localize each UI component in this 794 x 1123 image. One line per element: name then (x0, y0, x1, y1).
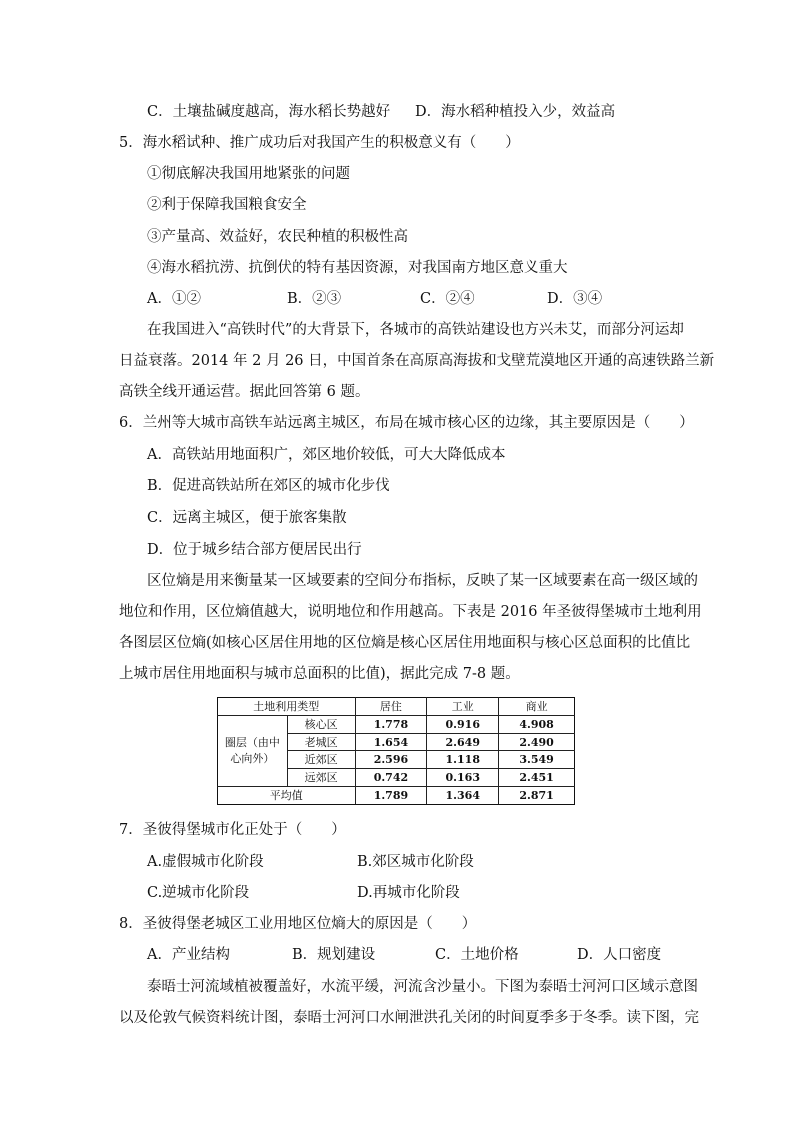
table-col-header: 工业 (427, 698, 499, 716)
q4-option-d: D．海水稻种植投入少，效益高 (415, 104, 616, 120)
table-cell: 1.654 (355, 733, 427, 751)
table-group-label-line1: 圈层（由中 (224, 735, 280, 749)
passage1-line-1: 在我国进入“高铁时代”的大背景下，各城市的高铁站建设也方兴未艾，而部分河运却 (147, 322, 684, 338)
q5-option-c: C．②④ (420, 291, 475, 307)
q6-option-d: D．位于城乡结合部方便居民出行 (147, 542, 362, 558)
q5-option-a: A．①② (147, 291, 201, 307)
table-avg-label: 平均值 (218, 787, 356, 805)
q7-stem: 7．圣彼得堡城市化正处于（ ） (119, 822, 346, 838)
q8-option-d: D．人口密度 (577, 947, 662, 963)
passage2-line-4: 上城市居住用地面积与城市总面积的比值)，据此完成 7-8 题。 (119, 666, 520, 682)
q6-option-c: C．远离主城区，便于旅客集散 (147, 510, 347, 526)
q7-option-b: B.郊区城市化阶段 (357, 854, 474, 870)
table-cell: 2.596 (355, 751, 427, 769)
table-row-name: 远郊区 (287, 769, 355, 787)
q7-option-c: C.逆城市化阶段 (147, 885, 250, 901)
passage2-line-1: 区位熵是用来衡量某一区域要素的空间分布指标，反映了某一区域要素在高一级区域的 (147, 573, 698, 589)
q8-stem: 8．圣彼得堡老城区工业用地区位熵大的原因是（ ） (119, 916, 477, 932)
table-group-label (218, 715, 288, 786)
passage2-line-3: 各图层区位熵(如核心区居住用地的区位熵是核心区居住用地面积与核心区总面积的比值比 (119, 635, 691, 651)
table-cell: 3.549 (499, 751, 575, 769)
q6-option-b: B．促进高铁站所在郊区的城市化步伐 (147, 478, 390, 494)
table-group-label-line2: 心向外） (230, 751, 275, 765)
q5-item-2: ②利于保障我国粮食安全 (147, 197, 307, 213)
q5-item-4: ④海水稻抗涝、抗倒伏的特有基因资源，对我国南方地区意义重大 (147, 260, 568, 276)
q6-stem: 6．兰州等大城市高铁车站远离主城区，布局在城市核心区的边缘，其主要原因是（ ） (119, 415, 694, 431)
table-row-name: 近郊区 (287, 751, 355, 769)
table-cell: 0.163 (427, 769, 499, 787)
table-avg-cell: 1.364 (427, 787, 499, 805)
q5-item-3: ③产量高、效益好，农民种植的积极性高 (147, 229, 408, 245)
q7-option-d: D.再城市化阶段 (357, 885, 460, 901)
q5-stem: 5．海水稻试种、推广成功后对我国产生的积极意义有（ ） (119, 135, 520, 151)
q5-item-1: ①彻底解决我国用地紧张的问题 (147, 166, 350, 182)
table-col-header: 居住 (355, 698, 427, 716)
passage1-line-3: 高铁全线开通运营。据此回答第 6 题。 (119, 384, 370, 400)
table-cell: 0.742 (355, 769, 427, 787)
passage2-line-2: 地位和作用，区位熵值越大，说明地位和作用越高。下表是 2016 年圣彼得堡城市土地利用 (119, 604, 702, 620)
table-avg-cell: 1.789 (355, 787, 427, 805)
q8-option-b: B．规划建设 (292, 947, 376, 963)
q5-option-b: B．②③ (287, 291, 342, 307)
table-avg-cell: 2.871 (499, 787, 575, 805)
table-corner-header: 土地利用类型 (218, 698, 356, 716)
table-row-name: 核心区 (287, 715, 355, 733)
table-cell: 2.649 (427, 733, 499, 751)
table-cell: 1.118 (427, 751, 499, 769)
q7-option-a: A.虚假城市化阶段 (147, 854, 264, 870)
table-cell: 2.451 (499, 769, 575, 787)
q5-option-d: D．③④ (547, 291, 603, 307)
table-col-header: 商业 (499, 698, 575, 716)
table-cell: 1.778 (355, 715, 427, 733)
location-entropy-table (217, 697, 575, 805)
q8-option-c: C．土地价格 (435, 947, 519, 963)
q8-option-a: A．产业结构 (147, 947, 230, 963)
q4-option-c: C．土壤盐碱度越高，海水稻长势越好 (147, 104, 391, 120)
passage3-line-1: 泰晤士河流域植被覆盖好，水流平缓，河流含沙量小。下图为泰晤士河河口区域示意图 (147, 979, 698, 995)
table-cell: 2.490 (499, 733, 575, 751)
passage1-line-2: 日益衰落。2014 年 2 月 26 日，中国首条在高原高海拔和戈壁荒漠地区开通的高速铁路兰新 (119, 353, 715, 369)
q6-option-a: A．高铁站用地面积广，郊区地价较低，可大大降低成本 (147, 447, 506, 463)
table-cell: 4.908 (499, 715, 575, 733)
passage3-line-2: 以及伦敦气候资料统计图，泰晤士河河口水闸泄洪孔关闭的时间夏季多于冬季。读下图，完 (119, 1010, 699, 1026)
table-row-name: 老城区 (287, 733, 355, 751)
table-cell: 0.916 (427, 715, 499, 733)
